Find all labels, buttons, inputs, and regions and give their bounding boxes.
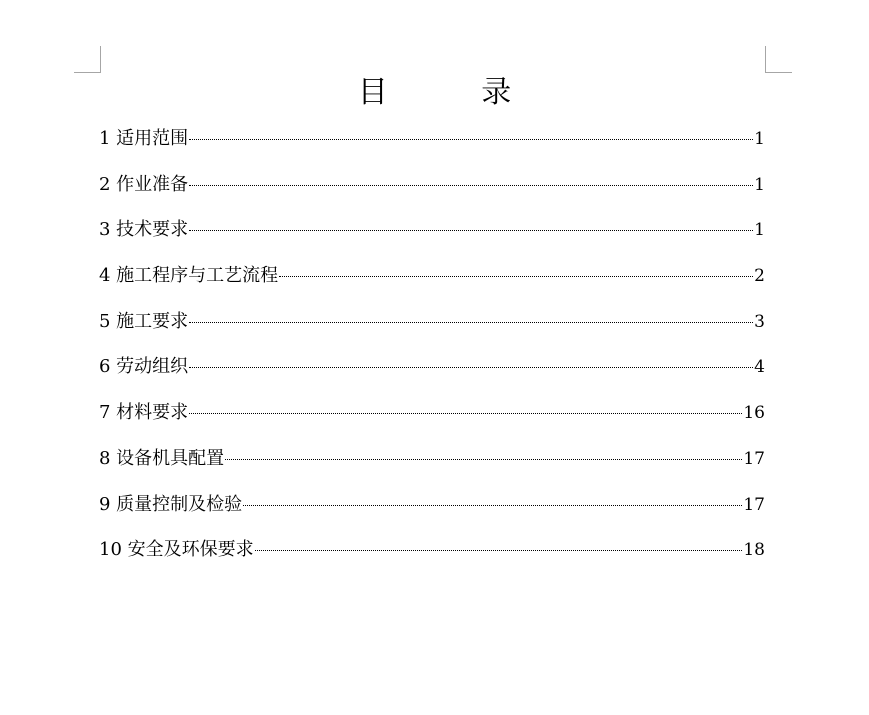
toc-page-number: 1 <box>754 174 765 195</box>
toc-page-number: 2 <box>754 266 765 287</box>
toc-page-number: 1 <box>754 129 765 149</box>
toc-dot-leader <box>243 505 742 506</box>
toc-entry-text: 10 安全及环保要求 <box>99 539 254 561</box>
toc-entry[interactable] <box>99 491 765 537</box>
toc-dot-leader <box>189 367 753 368</box>
toc-entry-text: 2 作业准备 <box>99 173 189 195</box>
toc-page-number: 3 <box>754 311 765 332</box>
toc-entry-text: 5 施工要求 <box>99 310 189 332</box>
toc-entry[interactable] <box>99 171 765 217</box>
toc-entry[interactable] <box>99 399 765 445</box>
toc-entry-text: 9 质量控制及检验 <box>99 493 243 515</box>
toc-page-number: 1 <box>754 220 765 241</box>
toc-dot-leader <box>255 550 743 551</box>
toc-entry[interactable] <box>99 125 765 171</box>
toc-title: 目 录 <box>357 75 554 110</box>
toc-entry[interactable] <box>99 536 765 582</box>
toc-dot-leader <box>189 139 753 140</box>
toc-page-number: 18 <box>743 540 765 561</box>
toc-page-number: 16 <box>743 403 765 424</box>
toc-entry[interactable] <box>99 445 765 491</box>
toc-entry-text: 3 技术要求 <box>99 219 189 241</box>
toc-entry[interactable] <box>99 216 765 262</box>
toc-dot-leader <box>189 413 742 414</box>
toc-entry[interactable] <box>99 262 765 308</box>
toc-entry-text: 8 设备机具配置 <box>99 447 225 469</box>
margin-corner-mark-top-left <box>74 46 101 73</box>
toc-entry[interactable] <box>99 353 765 399</box>
toc-page-number: 17 <box>743 448 765 469</box>
toc-dot-leader <box>225 459 742 460</box>
margin-corner-mark-top-right <box>765 46 792 73</box>
toc-entry-text: 4 施工程序与工艺流程 <box>99 265 279 287</box>
toc-dot-leader <box>279 276 753 277</box>
toc-dot-leader <box>189 230 753 231</box>
toc-page-number: 17 <box>743 494 765 515</box>
toc-dot-leader <box>189 185 753 186</box>
toc-entry[interactable] <box>99 308 765 354</box>
toc-dot-leader <box>189 322 753 323</box>
toc-entry-text: 1 适用范围 <box>99 128 189 149</box>
table-of-contents <box>99 125 765 582</box>
toc-entry-text: 7 材料要求 <box>99 402 189 424</box>
toc-entry-text: 6 劳动组织 <box>99 356 189 378</box>
toc-page-number: 4 <box>754 357 765 378</box>
